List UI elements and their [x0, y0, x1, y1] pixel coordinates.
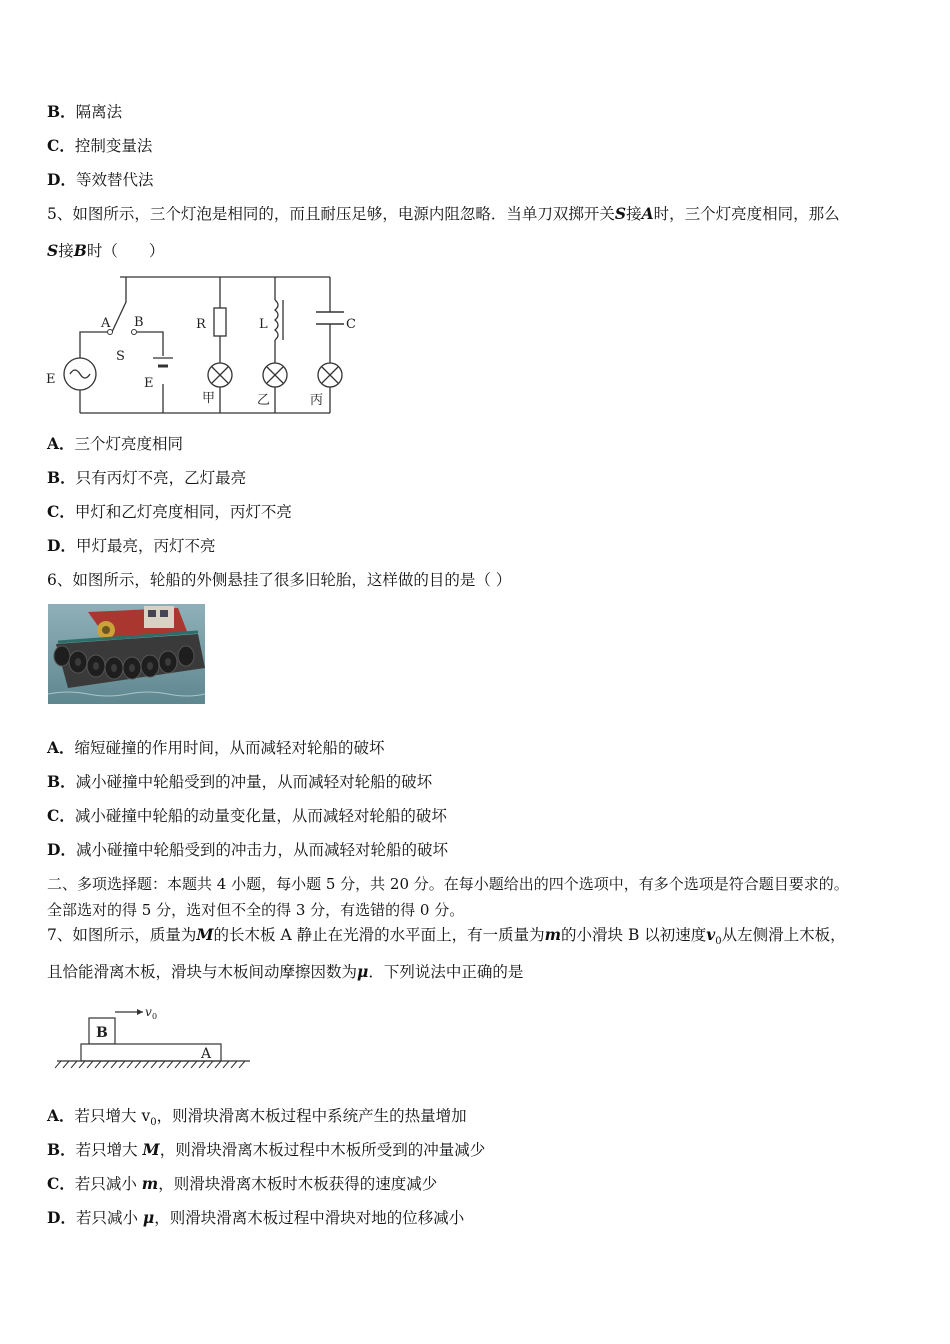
q5-stem-line1: 5、如图所示，三个灯泡是相同的，而且耐压足够，电源内阻忽略．当单刀双掷开关S接A时，三个灯亮度相同，那么 — [47, 204, 840, 223]
q7-stem-line2: 且恰能滑离木板，滑块与木板间动摩擦因数为μ．下列说法中正确的是 — [47, 962, 524, 981]
ac-source-symbol — [64, 358, 96, 390]
label-bing: 丙 — [310, 393, 324, 408]
lamp-yi — [263, 363, 287, 387]
label-s: S — [116, 349, 125, 364]
label-c: C — [346, 317, 356, 332]
section2-heading-line2: 全部选对的得 5 分，选对但不全的得 3 分，有选错的得 0 分。 — [47, 901, 465, 919]
q5-option-c: C．甲灯和乙灯亮度相同，丙灯不亮 — [47, 502, 292, 521]
tugboat-photo — [48, 604, 205, 704]
q4-option-c: C．控制变量法 — [47, 136, 153, 155]
q5-option-a: A．三个灯亮度相同 — [47, 434, 184, 453]
lamp-bing — [318, 363, 342, 387]
q6-option-b: B．减小碰撞中轮船受到的冲量，从而减轻对轮船的破坏 — [47, 772, 433, 791]
label-v0: v — [145, 1005, 152, 1019]
q7-option-a: A．若只增大 $v_0$，则滑块滑离木板过程中系统产生的热量增加 — [47, 1106, 467, 1129]
q6-option-c: C．减小碰撞中轮船的动量变化量，从而减轻对轮船的破坏 — [47, 806, 447, 825]
label-a: A — [101, 316, 111, 331]
label-e-ac: E — [46, 372, 56, 387]
label-e-dc: E — [144, 376, 154, 391]
capacitor-symbol — [316, 312, 344, 324]
q5-stem-line2: S接B时（ ） — [47, 241, 165, 260]
label-board-a: A — [201, 1046, 212, 1062]
resistor-symbol — [214, 308, 226, 336]
q6-option-d: D．减小碰撞中轮船受到的冲击力，从而减轻对轮船的破坏 — [47, 840, 448, 859]
label-jia: 甲 — [202, 391, 216, 406]
board-a — [81, 1044, 221, 1061]
q6-stem: 6、如图所示，轮船的外侧悬挂了很多旧轮胎，这样做的目的是（ ） — [47, 571, 512, 589]
section2-heading-line1: 二、多项选择题：本题共 4 小题，每小题 5 分，共 20 分。在每小题给出的四个选项中，有多个选项是符合题目要求的。 — [47, 875, 849, 893]
q6-option-a: A．缩短碰撞的作用时间，从而减轻对轮船的破坏 — [47, 738, 385, 757]
label-block-b: B — [96, 1025, 108, 1041]
label-l: L — [259, 317, 268, 332]
q5-option-d: D．甲灯最亮，丙灯不亮 — [47, 536, 216, 555]
q7-block-diagram — [55, 1000, 255, 1072]
q7-stem-line1: 7、如图所示，质量为M的长木板 A 静止在光滑的水平面上，有一质量为m的小滑块 B 以初速度$v_0$从左侧滑上木板， — [47, 925, 846, 948]
label-b: B — [134, 315, 144, 330]
lamp-jia — [208, 363, 232, 387]
q5-option-b: B．只有丙灯不亮，乙灯最亮 — [47, 468, 247, 487]
q7-option-c: C．若只减小 m，则滑块滑离木板时木板获得的速度减少 — [47, 1174, 438, 1193]
inductor-symbol — [275, 300, 278, 340]
label-r: R — [196, 317, 206, 332]
q4-option-d: D．等效替代法 — [47, 170, 154, 189]
label-v0-sub: 0 — [152, 1012, 158, 1021]
label-yi: 乙 — [257, 393, 271, 408]
q7-option-b: B．若只增大 M，则滑块滑离木板过程中木板所受到的冲量减少 — [47, 1140, 486, 1159]
q5-circuit-diagram — [40, 270, 370, 420]
q7-option-d: D．若只减小 μ，则滑块滑离木板过程中滑块对地的位移减小 — [47, 1208, 465, 1227]
battery-symbol — [153, 358, 173, 366]
q4-option-b: B．隔离法 — [47, 102, 123, 121]
